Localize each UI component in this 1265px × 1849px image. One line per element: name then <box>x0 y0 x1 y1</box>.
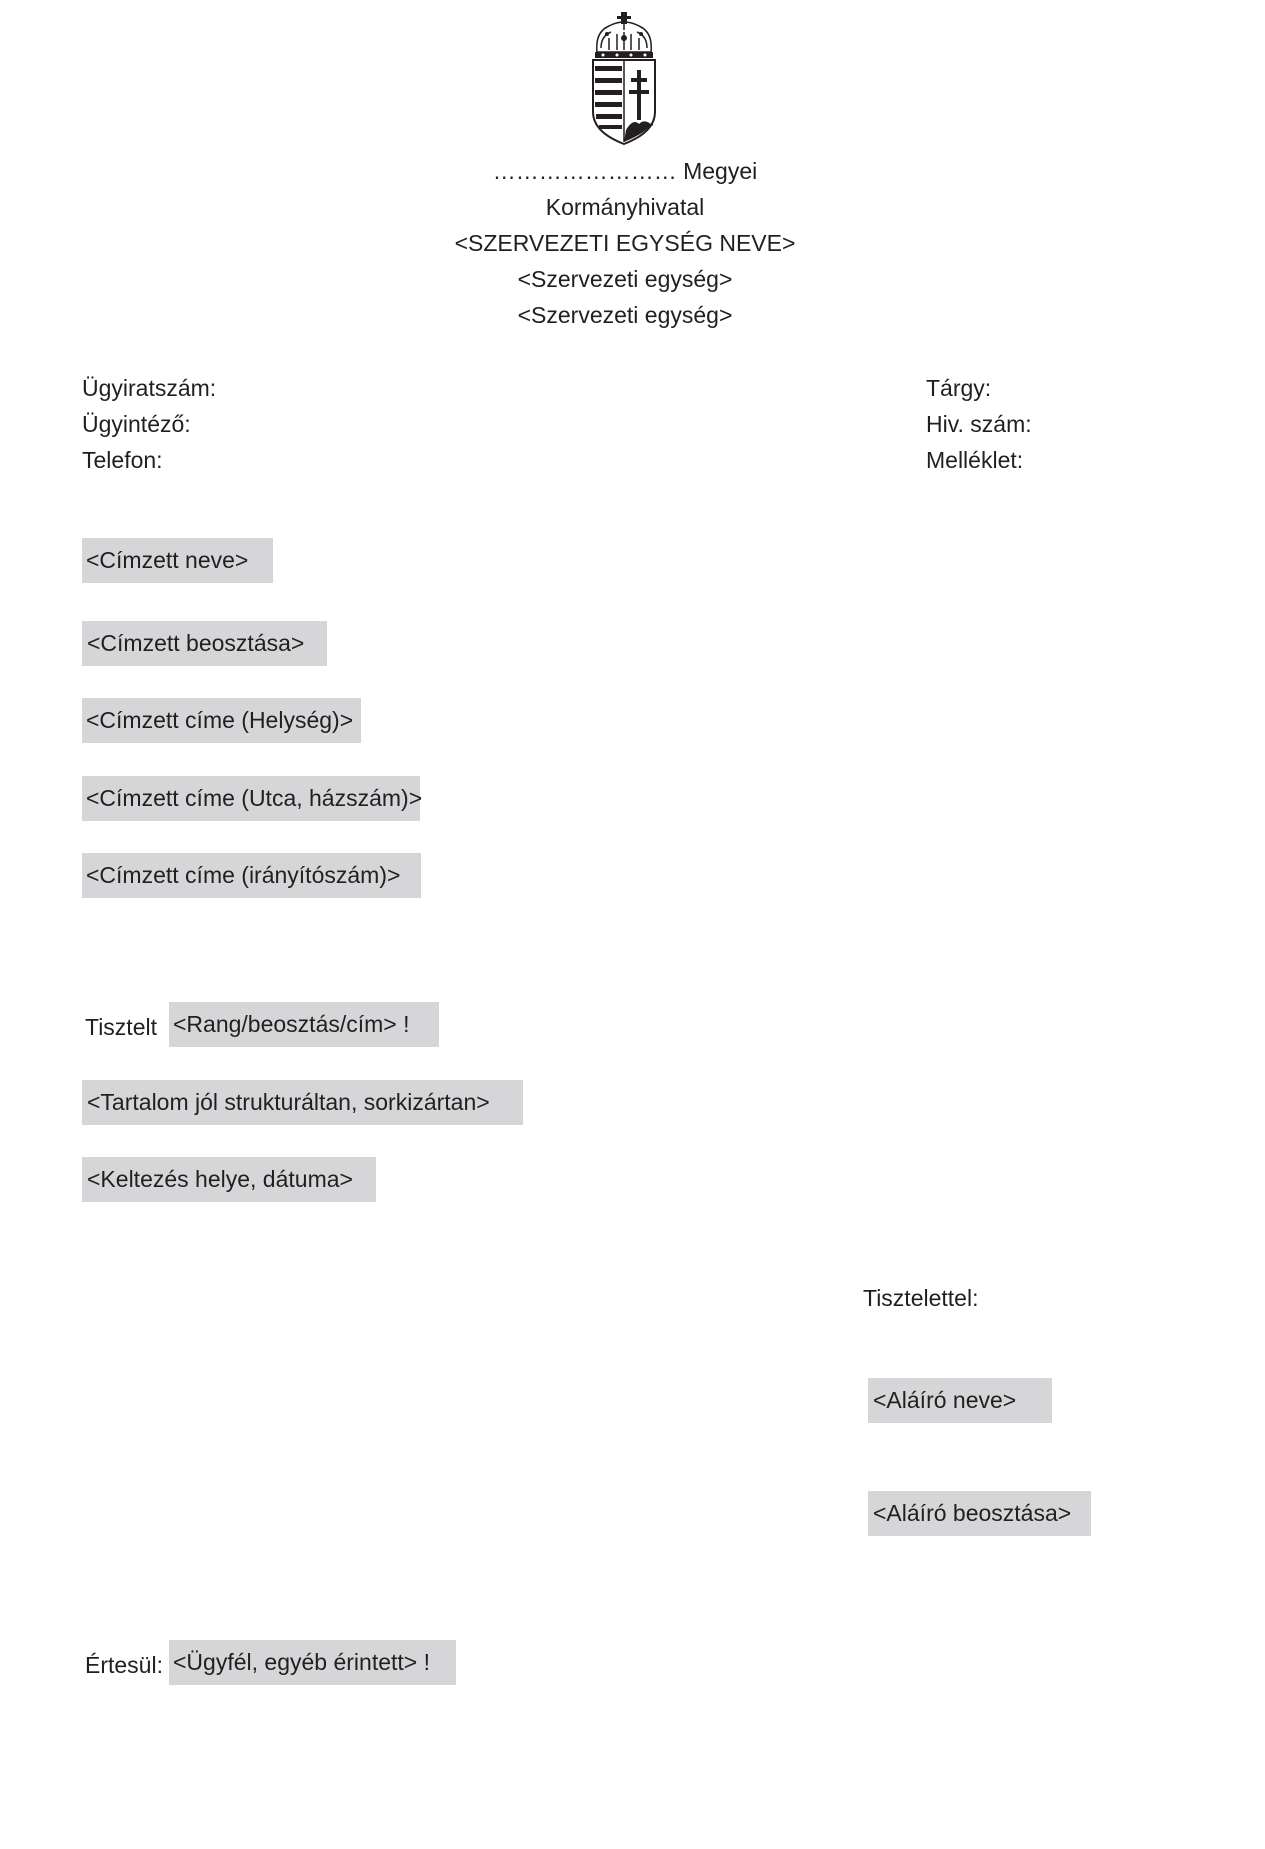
signer-name-field[interactable]: <Aláíró neve> <box>868 1378 1052 1423</box>
phone-label: Telefon: <box>82 447 163 473</box>
recipient-city-field[interactable]: <Címzett címe (Helység)> <box>82 698 361 743</box>
notify-label: Értesül: <box>85 1652 163 1678</box>
attachment-label: Melléklet: <box>926 447 1024 473</box>
salutation-label: Tisztelt <box>85 1014 157 1040</box>
date-place-field[interactable]: <Keltezés helye, dátuma> <box>82 1157 376 1202</box>
header-unit-name: <SZERVEZETI EGYSÉG NEVE> <box>454 230 796 256</box>
signer-position-field[interactable]: <Aláíró beosztása> <box>868 1491 1091 1536</box>
header-office: Kormányhivatal <box>545 194 705 220</box>
recipient-name-field[interactable]: <Címzett neve> <box>82 538 273 583</box>
hungarian-coat-of-arms-icon <box>587 8 661 148</box>
content-field[interactable]: <Tartalom jól strukturáltan, sorkizártan> <box>82 1080 523 1125</box>
regards-text: Tisztelettel: <box>863 1285 979 1311</box>
header-subunit-2: <Szervezeti egység> <box>517 302 733 328</box>
recipient-zip-field[interactable]: <Címzett címe (irányítószám)> <box>82 853 421 898</box>
case-handler-label: Ügyintéző: <box>82 411 191 437</box>
notify-field[interactable]: <Ügyfél, egyéb érintett> ! <box>169 1640 456 1685</box>
header-county: …………………… Megyei <box>492 158 758 184</box>
header-subunit-1: <Szervezeti egység> <box>517 266 733 292</box>
ref-number-label: Hiv. szám: <box>926 411 1032 437</box>
case-number-label: Ügyiratszám: <box>82 375 217 401</box>
salutation-field[interactable]: <Rang/beosztás/cím> ! <box>169 1002 439 1047</box>
subject-label: Tárgy: <box>926 375 992 401</box>
recipient-position-field[interactable]: <Címzett beosztása> <box>82 621 327 666</box>
recipient-street-field[interactable]: <Címzett címe (Utca, házszám)> <box>82 776 420 821</box>
